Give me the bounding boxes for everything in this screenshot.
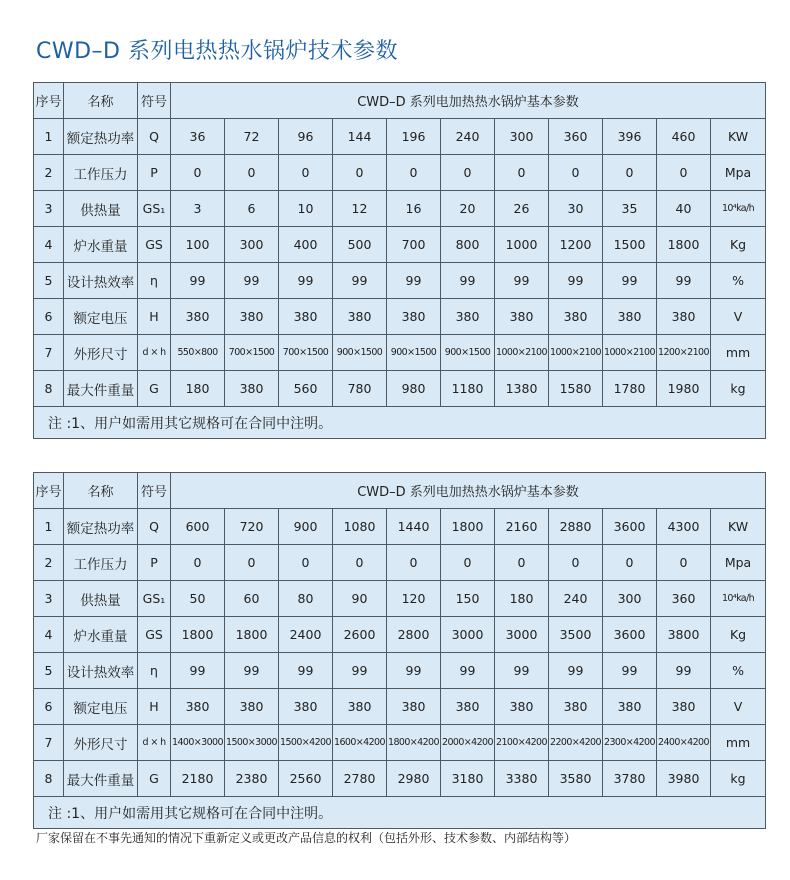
row-symbol: d × h xyxy=(138,725,171,761)
header-no: 序号 xyxy=(34,473,64,509)
row-value: 380 xyxy=(387,299,441,335)
row-value: 380 xyxy=(333,299,387,335)
row-value: 1500 xyxy=(603,227,657,263)
row-value: 12 xyxy=(333,191,387,227)
row-value: 0 xyxy=(171,155,225,191)
row-value: 0 xyxy=(495,545,549,581)
row-value: 3180 xyxy=(441,761,495,797)
row-value: 396 xyxy=(603,119,657,155)
spec-table-2 xyxy=(33,472,766,829)
row-value: 0 xyxy=(333,545,387,581)
row-value: 1800 xyxy=(171,617,225,653)
row-no: 4 xyxy=(34,227,64,263)
header-symbol: 符号 xyxy=(138,473,171,509)
row-unit: V xyxy=(711,689,766,725)
row-value: 100 xyxy=(171,227,225,263)
table-row xyxy=(34,725,766,761)
row-value: 360 xyxy=(549,119,603,155)
row-value: 0 xyxy=(333,155,387,191)
row-value: 3380 xyxy=(495,761,549,797)
row-name: 最大件重量 xyxy=(64,761,138,797)
row-value: 3600 xyxy=(603,617,657,653)
row-no: 7 xyxy=(34,335,64,371)
row-value: 1580 xyxy=(549,371,603,407)
row-value: 2000×4200 xyxy=(441,725,495,761)
row-value: 4300 xyxy=(657,509,711,545)
row-value: 3000 xyxy=(495,617,549,653)
row-value: 3800 xyxy=(657,617,711,653)
table-row xyxy=(34,263,766,299)
row-unit: Kg xyxy=(711,617,766,653)
row-value: 10 xyxy=(279,191,333,227)
row-value: 50 xyxy=(171,581,225,617)
row-value: 0 xyxy=(549,155,603,191)
row-value: 900×1500 xyxy=(387,335,441,371)
row-value: 0 xyxy=(657,155,711,191)
table-row xyxy=(34,371,766,407)
row-value: 380 xyxy=(225,689,279,725)
row-name: 供热量 xyxy=(64,581,138,617)
row-symbol: P xyxy=(138,155,171,191)
header-row xyxy=(34,83,766,119)
row-value: 500 xyxy=(333,227,387,263)
row-symbol: Q xyxy=(138,509,171,545)
row-symbol: H xyxy=(138,299,171,335)
row-value: 700×1500 xyxy=(225,335,279,371)
row-unit: kg xyxy=(711,371,766,407)
row-value: 30 xyxy=(549,191,603,227)
row-value: 196 xyxy=(387,119,441,155)
row-no: 3 xyxy=(34,191,64,227)
row-value: 380 xyxy=(279,299,333,335)
row-value: 380 xyxy=(603,689,657,725)
table-row xyxy=(34,335,766,371)
table-row xyxy=(34,581,766,617)
row-value: 1600×4200 xyxy=(333,725,387,761)
row-value: 380 xyxy=(333,689,387,725)
row-value: 300 xyxy=(225,227,279,263)
row-symbol: GS xyxy=(138,617,171,653)
table-note: 注 :1、用户如需用其它规格可在合同中注明。 xyxy=(34,407,766,439)
table-note: 注 :1、用户如需用其它规格可在合同中注明。 xyxy=(34,797,766,829)
row-name: 工作压力 xyxy=(64,545,138,581)
table-row xyxy=(34,689,766,725)
row-value: 35 xyxy=(603,191,657,227)
row-value: 380 xyxy=(441,299,495,335)
row-value: 380 xyxy=(171,689,225,725)
row-value: 99 xyxy=(333,263,387,299)
row-value: 460 xyxy=(657,119,711,155)
row-value: 0 xyxy=(495,155,549,191)
row-value: 1200×2100 xyxy=(657,335,711,371)
row-value: 400 xyxy=(279,227,333,263)
row-value: 380 xyxy=(495,689,549,725)
page-title: CWD–D 系列电热热水锅炉技术参数 xyxy=(36,39,398,64)
row-value: 2600 xyxy=(333,617,387,653)
row-unit: 10⁴ka/h xyxy=(711,191,766,227)
row-symbol: η xyxy=(138,653,171,689)
row-name: 设计热效率 xyxy=(64,653,138,689)
row-symbol: G xyxy=(138,371,171,407)
row-value: 2200×4200 xyxy=(549,725,603,761)
row-value: 800 xyxy=(441,227,495,263)
row-value: 99 xyxy=(603,263,657,299)
row-value: 99 xyxy=(657,263,711,299)
row-unit: % xyxy=(711,263,766,299)
row-name: 最大件重量 xyxy=(64,371,138,407)
row-value: 90 xyxy=(333,581,387,617)
row-value: 36 xyxy=(171,119,225,155)
row-value: 700×1500 xyxy=(279,335,333,371)
row-value: 150 xyxy=(441,581,495,617)
row-unit: V xyxy=(711,299,766,335)
row-value: 99 xyxy=(657,653,711,689)
row-symbol: d × h xyxy=(138,335,171,371)
row-value: 380 xyxy=(657,299,711,335)
row-no: 6 xyxy=(34,689,64,725)
row-value: 0 xyxy=(279,545,333,581)
row-value: 380 xyxy=(171,299,225,335)
row-value: 300 xyxy=(495,119,549,155)
row-value: 144 xyxy=(333,119,387,155)
row-value: 2400×4200 xyxy=(657,725,711,761)
row-no: 8 xyxy=(34,371,64,407)
row-value: 550×800 xyxy=(171,335,225,371)
row-value: 2300×4200 xyxy=(603,725,657,761)
row-value: 980 xyxy=(387,371,441,407)
row-value: 900 xyxy=(279,509,333,545)
row-value: 60 xyxy=(225,581,279,617)
row-value: 3500 xyxy=(549,617,603,653)
row-symbol: GS₁ xyxy=(138,191,171,227)
row-value: 0 xyxy=(225,155,279,191)
row-value: 380 xyxy=(387,689,441,725)
row-name: 炉水重量 xyxy=(64,617,138,653)
row-symbol: G xyxy=(138,761,171,797)
row-symbol: GS₁ xyxy=(138,581,171,617)
table-row xyxy=(34,227,766,263)
table-row xyxy=(34,509,766,545)
row-value: 1980 xyxy=(657,371,711,407)
row-name: 工作压力 xyxy=(64,155,138,191)
row-value: 2780 xyxy=(333,761,387,797)
row-value: 780 xyxy=(333,371,387,407)
row-value: 99 xyxy=(333,653,387,689)
table-row xyxy=(34,545,766,581)
table-row xyxy=(34,119,766,155)
row-value: 0 xyxy=(171,545,225,581)
row-value: 2400 xyxy=(279,617,333,653)
row-value: 0 xyxy=(387,155,441,191)
row-value: 99 xyxy=(549,653,603,689)
row-no: 8 xyxy=(34,761,64,797)
row-symbol: η xyxy=(138,263,171,299)
row-value: 96 xyxy=(279,119,333,155)
row-value: 120 xyxy=(387,581,441,617)
row-value: 99 xyxy=(441,653,495,689)
row-symbol: GS xyxy=(138,227,171,263)
row-value: 26 xyxy=(495,191,549,227)
row-value: 3980 xyxy=(657,761,711,797)
row-no: 2 xyxy=(34,155,64,191)
row-value: 3600 xyxy=(603,509,657,545)
row-value: 1440 xyxy=(387,509,441,545)
row-value: 1180 xyxy=(441,371,495,407)
row-value: 380 xyxy=(225,299,279,335)
row-value: 0 xyxy=(225,545,279,581)
row-value: 99 xyxy=(225,653,279,689)
row-name: 额定热功率 xyxy=(64,119,138,155)
row-value: 560 xyxy=(279,371,333,407)
row-value: 99 xyxy=(387,653,441,689)
row-value: 380 xyxy=(549,299,603,335)
row-value: 0 xyxy=(657,545,711,581)
table-row xyxy=(34,299,766,335)
row-no: 2 xyxy=(34,545,64,581)
row-value: 1800 xyxy=(225,617,279,653)
row-value: 1800 xyxy=(657,227,711,263)
row-unit: kg xyxy=(711,761,766,797)
row-unit: mm xyxy=(711,725,766,761)
row-value: 16 xyxy=(387,191,441,227)
row-symbol: P xyxy=(138,545,171,581)
row-value: 380 xyxy=(657,689,711,725)
row-no: 1 xyxy=(34,119,64,155)
row-name: 外形尺寸 xyxy=(64,335,138,371)
row-symbol: Q xyxy=(138,119,171,155)
row-unit: KW xyxy=(711,509,766,545)
row-unit: % xyxy=(711,653,766,689)
row-value: 1000×2100 xyxy=(603,335,657,371)
row-name: 额定热功率 xyxy=(64,509,138,545)
row-value: 99 xyxy=(279,653,333,689)
row-value: 720 xyxy=(225,509,279,545)
row-unit: 10⁴ka/h xyxy=(711,581,766,617)
row-value: 1400×3000 xyxy=(171,725,225,761)
row-value: 99 xyxy=(603,653,657,689)
row-value: 40 xyxy=(657,191,711,227)
row-value: 99 xyxy=(225,263,279,299)
table-row xyxy=(34,653,766,689)
row-no: 6 xyxy=(34,299,64,335)
row-value: 3000 xyxy=(441,617,495,653)
row-value: 0 xyxy=(603,545,657,581)
row-value: 2800 xyxy=(387,617,441,653)
header-name: 名称 xyxy=(64,83,138,119)
row-value: 380 xyxy=(279,689,333,725)
row-value: 1800 xyxy=(441,509,495,545)
row-unit: mm xyxy=(711,335,766,371)
note-row xyxy=(34,407,766,439)
row-value: 2180 xyxy=(171,761,225,797)
row-value: 20 xyxy=(441,191,495,227)
row-unit: Mpa xyxy=(711,155,766,191)
row-value: 99 xyxy=(171,263,225,299)
row-value: 380 xyxy=(225,371,279,407)
row-no: 1 xyxy=(34,509,64,545)
table-row xyxy=(34,761,766,797)
row-value: 1000×2100 xyxy=(549,335,603,371)
row-value: 0 xyxy=(279,155,333,191)
row-unit: Mpa xyxy=(711,545,766,581)
row-no: 3 xyxy=(34,581,64,617)
row-value: 180 xyxy=(171,371,225,407)
row-value: 2100×4200 xyxy=(495,725,549,761)
header-symbol: 符号 xyxy=(138,83,171,119)
row-value: 3780 xyxy=(603,761,657,797)
row-value: 0 xyxy=(441,545,495,581)
row-unit: KW xyxy=(711,119,766,155)
row-value: 0 xyxy=(549,545,603,581)
row-value: 99 xyxy=(441,263,495,299)
header-no: 序号 xyxy=(34,83,64,119)
table-row xyxy=(34,617,766,653)
row-value: 99 xyxy=(495,263,549,299)
row-value: 700 xyxy=(387,227,441,263)
row-value: 99 xyxy=(171,653,225,689)
header-row xyxy=(34,473,766,509)
row-value: 80 xyxy=(279,581,333,617)
row-value: 99 xyxy=(387,263,441,299)
row-name: 额定电压 xyxy=(64,689,138,725)
row-value: 72 xyxy=(225,119,279,155)
row-name: 供热量 xyxy=(64,191,138,227)
disclaimer-text: 厂家保留在不事先通知的情况下重新定义或更改产品信息的权利（包括外形、技术参数、内部结构等） xyxy=(36,831,577,845)
row-value: 360 xyxy=(657,581,711,617)
row-value: 2880 xyxy=(549,509,603,545)
row-no: 5 xyxy=(34,263,64,299)
row-value: 380 xyxy=(549,689,603,725)
row-value: 1000×2100 xyxy=(495,335,549,371)
row-value: 900×1500 xyxy=(333,335,387,371)
row-value: 3 xyxy=(171,191,225,227)
row-value: 900×1500 xyxy=(441,335,495,371)
row-value: 0 xyxy=(603,155,657,191)
row-symbol: H xyxy=(138,689,171,725)
row-unit: Kg xyxy=(711,227,766,263)
row-value: 240 xyxy=(441,119,495,155)
row-value: 6 xyxy=(225,191,279,227)
row-value: 1380 xyxy=(495,371,549,407)
row-value: 2380 xyxy=(225,761,279,797)
row-no: 4 xyxy=(34,617,64,653)
row-value: 2560 xyxy=(279,761,333,797)
row-value: 300 xyxy=(603,581,657,617)
table-row xyxy=(34,191,766,227)
row-value: 1200 xyxy=(549,227,603,263)
row-value: 0 xyxy=(441,155,495,191)
row-value: 2980 xyxy=(387,761,441,797)
row-value: 380 xyxy=(495,299,549,335)
row-value: 1000 xyxy=(495,227,549,263)
row-name: 设计热效率 xyxy=(64,263,138,299)
row-name: 外形尺寸 xyxy=(64,725,138,761)
row-value: 1500×3000 xyxy=(225,725,279,761)
row-value: 0 xyxy=(387,545,441,581)
row-name: 炉水重量 xyxy=(64,227,138,263)
row-value: 1800×4200 xyxy=(387,725,441,761)
row-value: 240 xyxy=(549,581,603,617)
row-value: 1080 xyxy=(333,509,387,545)
row-value: 2160 xyxy=(495,509,549,545)
row-no: 7 xyxy=(34,725,64,761)
row-no: 5 xyxy=(34,653,64,689)
row-value: 380 xyxy=(603,299,657,335)
row-value: 600 xyxy=(171,509,225,545)
spec-table-1 xyxy=(33,82,766,439)
row-value: 380 xyxy=(441,689,495,725)
note-row xyxy=(34,797,766,829)
table-row xyxy=(34,155,766,191)
header-group: CWD–D 系列电加热热水锅炉基本参数 xyxy=(171,83,766,119)
row-value: 180 xyxy=(495,581,549,617)
row-value: 3580 xyxy=(549,761,603,797)
row-value: 1500×4200 xyxy=(279,725,333,761)
row-value: 99 xyxy=(279,263,333,299)
row-name: 额定电压 xyxy=(64,299,138,335)
row-value: 99 xyxy=(495,653,549,689)
header-group: CWD–D 系列电加热热水锅炉基本参数 xyxy=(171,473,766,509)
row-value: 99 xyxy=(549,263,603,299)
header-name: 名称 xyxy=(64,473,138,509)
row-value: 1780 xyxy=(603,371,657,407)
